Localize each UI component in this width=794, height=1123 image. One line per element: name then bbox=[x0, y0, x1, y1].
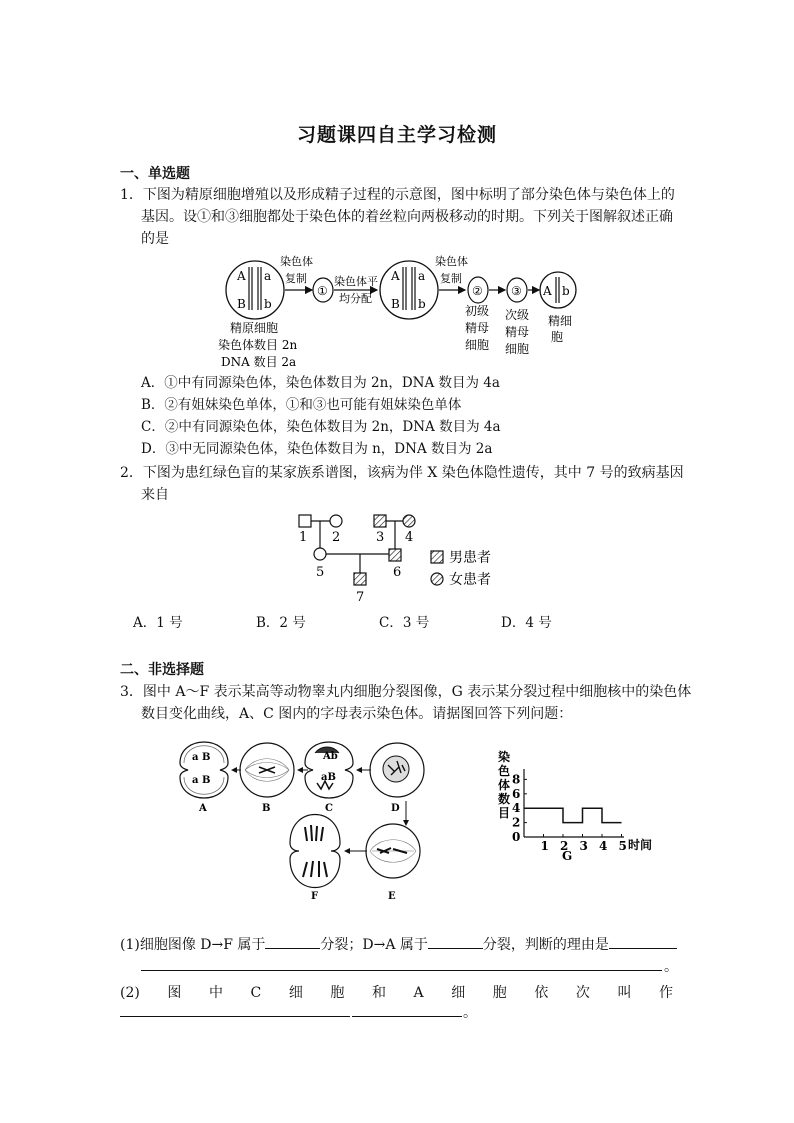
cell-F bbox=[290, 815, 340, 903]
cell-E bbox=[366, 824, 420, 902]
cell-caption: 初级 bbox=[465, 304, 490, 318]
chromosome-label: aB bbox=[321, 772, 336, 783]
cell-label: F bbox=[311, 891, 319, 902]
answer-blank-2[interactable] bbox=[428, 934, 483, 949]
sub-question-1-text-c: 分裂，判断的理由是 bbox=[482, 937, 609, 953]
cell-label: A bbox=[199, 803, 207, 814]
cell-caption: 精细 bbox=[548, 314, 573, 328]
chromosome-label: Ab bbox=[323, 751, 338, 762]
legend-male-label: 男患者 bbox=[449, 550, 491, 566]
answer-blank-1[interactable] bbox=[265, 934, 320, 949]
arrow-label: 染色体 bbox=[435, 255, 468, 268]
cell-caption: 次级 bbox=[505, 308, 530, 322]
gene-label: A bbox=[237, 269, 246, 283]
cell-label: C bbox=[325, 803, 333, 814]
daughter-cell bbox=[380, 261, 438, 319]
cell-label: B bbox=[262, 803, 271, 814]
answer-line-reason[interactable] bbox=[141, 970, 662, 971]
gene-label: B bbox=[237, 297, 246, 311]
gene-label: b bbox=[264, 297, 272, 311]
cell-B bbox=[240, 743, 294, 814]
arrow-label: 均分配 bbox=[339, 292, 372, 305]
individual-6-affected-male bbox=[389, 549, 401, 561]
y-tick-label: 2 bbox=[512, 815, 521, 830]
sub-question-2-char: 次 bbox=[575, 985, 590, 1001]
question-2-line-2: 来自 bbox=[141, 487, 169, 503]
q2-option-c: C．3 号 bbox=[379, 615, 430, 631]
question-1-line-1: 1．下图为精原细胞增殖以及形成精子过程的示意图，图中标明了部分染色体与染色体上的 bbox=[120, 187, 675, 203]
answer-blank-cell-c[interactable] bbox=[120, 1016, 350, 1017]
sub-question-1-text-a: (1)细胞图像 D→F 属于 bbox=[120, 937, 266, 953]
y-axis-label-1: 染 bbox=[498, 750, 511, 764]
y-tick-label: 8 bbox=[512, 772, 521, 787]
q2-option-d: D．4 号 bbox=[501, 615, 552, 631]
individual-5-female bbox=[314, 548, 326, 560]
page-title: 习题课四自主学习检测 bbox=[296, 124, 497, 146]
sub-question-2-char: C bbox=[250, 985, 262, 1001]
pedigree-chart bbox=[290, 508, 520, 608]
cell-label: D bbox=[391, 803, 400, 814]
sub-question-2-char: A bbox=[413, 985, 424, 1001]
cell-caption: 精母 bbox=[465, 321, 490, 335]
chromosome-label: a B bbox=[192, 775, 211, 786]
cell-caption: DNA 数目 2a bbox=[221, 355, 297, 369]
individual-number: 5 bbox=[316, 565, 325, 580]
individual-number: 4 bbox=[405, 530, 414, 545]
individual-1-male bbox=[299, 515, 311, 527]
question-3-line-2: 数目变化曲线，A、C 图内的字母表示染色体。请据图回答下列问题： bbox=[141, 706, 573, 722]
spermatogenesis-diagram bbox=[215, 250, 595, 370]
cell-number: ① bbox=[317, 284, 328, 298]
cell-caption: 细胞 bbox=[465, 338, 490, 352]
individual-number: 1 bbox=[299, 530, 308, 545]
gene-label: a bbox=[418, 269, 426, 283]
section-heading-non-choice: 二、非选择题 bbox=[120, 662, 204, 678]
y-axis-label-3: 体 bbox=[498, 778, 511, 792]
gene-label: A bbox=[543, 284, 552, 298]
individual-3-affected-male bbox=[374, 515, 386, 527]
graph-label: G bbox=[562, 849, 573, 862]
sub-question-2-char: 图 bbox=[167, 985, 182, 1001]
gene-label: a bbox=[264, 269, 272, 283]
sub-question-2-char: 胞 bbox=[330, 985, 345, 1001]
legend-male-symbol bbox=[431, 551, 443, 563]
cell-caption: 细胞 bbox=[505, 342, 530, 356]
x-tick-label: 1 bbox=[540, 839, 549, 853]
x-tick-label: 5 bbox=[618, 839, 627, 853]
question-1-line-3: 的是 bbox=[141, 231, 169, 247]
q1-option-d: D．③中无同源染色体，染色体数目为 n，DNA 数目为 2a bbox=[141, 441, 493, 457]
cell-label: E bbox=[388, 891, 396, 902]
cell-number: ② bbox=[472, 284, 483, 298]
sub-question-1-period: 。 bbox=[664, 959, 678, 975]
individual-number: 7 bbox=[356, 590, 365, 605]
q1-option-c: C．②中有同源染色体，染色体数目为 2n，DNA 数目为 4a bbox=[141, 419, 501, 435]
y-tick-label: 4 bbox=[512, 801, 521, 816]
y-axis-label-4: 数 bbox=[498, 792, 511, 806]
chromosome-count-graph bbox=[490, 747, 660, 862]
y-tick-label: 6 bbox=[512, 786, 521, 801]
cell-division-figure bbox=[175, 727, 435, 907]
cell-caption: 精母 bbox=[505, 325, 530, 339]
cell-A bbox=[180, 742, 228, 814]
individual-4-affected-female bbox=[403, 515, 415, 527]
arrow-label: 复制 bbox=[285, 272, 307, 285]
sub-question-2-char: (2) bbox=[120, 985, 140, 1001]
q1-option-b: B．②有姐妹染色单体，①和③也可能有姐妹染色单体 bbox=[141, 397, 462, 413]
cell-caption: 染色体数目 2n bbox=[218, 338, 298, 352]
cell-C bbox=[305, 742, 353, 814]
y-tick-label: 0 bbox=[512, 830, 521, 844]
gene-label: b bbox=[418, 297, 426, 311]
cell-D bbox=[370, 743, 424, 814]
chromosome-label: a B bbox=[192, 752, 211, 763]
gene-label: b bbox=[562, 284, 570, 298]
legend-female-symbol bbox=[431, 573, 443, 585]
section-heading-single-choice: 一、单选题 bbox=[120, 166, 190, 182]
gene-label: B bbox=[391, 297, 400, 311]
q1-option-a: A．①中有同源染色体，染色体数目为 2n，DNA 数目为 4a bbox=[141, 375, 500, 391]
sub-question-2-char: 依 bbox=[534, 985, 549, 1001]
cell-caption: 精原细胞 bbox=[230, 321, 279, 335]
x-tick-label: 2 bbox=[560, 839, 569, 853]
question-3-line-1: 3．图中 A～F 表示某高等动物睾丸内细胞分裂图像，G 表示某分裂过程中细胞核中的染色体 bbox=[120, 684, 692, 700]
q2-option-b: B．2 号 bbox=[256, 615, 306, 631]
answer-blank-cell-a[interactable] bbox=[352, 1016, 462, 1017]
sub-question-2-char: 细 bbox=[451, 985, 466, 1001]
sub-question-2-char: 细 bbox=[288, 985, 303, 1001]
sub-question-2-char: 叫 bbox=[617, 985, 632, 1001]
answer-blank-3[interactable] bbox=[609, 934, 677, 949]
x-axis-unit: 时间 bbox=[628, 838, 653, 852]
individual-number: 3 bbox=[376, 530, 385, 545]
gene-label: A bbox=[391, 269, 400, 283]
arrow-label: 复制 bbox=[440, 272, 462, 285]
sub-question-2-char: 作 bbox=[659, 985, 673, 1001]
sub-question-2-char: 中 bbox=[208, 985, 223, 1001]
y-axis-label-5: 目 bbox=[498, 806, 511, 820]
sub-question-1-text-b: 分裂；D→A 属于 bbox=[320, 937, 428, 953]
x-tick-label: 4 bbox=[599, 839, 608, 853]
sub-question-2-period: 。 bbox=[463, 1005, 477, 1021]
individual-2-female bbox=[330, 515, 342, 527]
individual-7-affected-male bbox=[354, 573, 366, 585]
arrow-label: 染色体平 bbox=[334, 275, 378, 288]
sub-question-1 bbox=[120, 934, 677, 956]
question-1-line-2: 基因。设①和③细胞都处于染色体的着丝粒向两极移动的时期。下列关于图解叙述正确 bbox=[141, 209, 673, 225]
question-2-line-1: 2．下图为患红绿色盲的某家族系谱图，该病为伴 X 染色体隐性遗传，其中 7 号的致病基因 bbox=[120, 465, 684, 481]
x-tick-label: 3 bbox=[579, 839, 588, 853]
spermatogonium-cell bbox=[226, 261, 284, 319]
sub-question-2-char: 胞 bbox=[492, 985, 507, 1001]
q2-option-a: A．1 号 bbox=[133, 615, 183, 631]
sub-question-2-char: 和 bbox=[371, 985, 386, 1001]
individual-number: 6 bbox=[393, 565, 402, 580]
cell-caption: 胞 bbox=[551, 330, 564, 344]
cell-number: ③ bbox=[511, 284, 522, 298]
y-axis-label-2: 色 bbox=[498, 764, 511, 778]
arrow-label: 染色体 bbox=[280, 255, 313, 268]
sub-question-2 bbox=[120, 982, 673, 1004]
individual-number: 2 bbox=[332, 530, 341, 545]
chromosome-count-line bbox=[524, 808, 622, 822]
legend-female-label: 女患者 bbox=[449, 572, 491, 588]
